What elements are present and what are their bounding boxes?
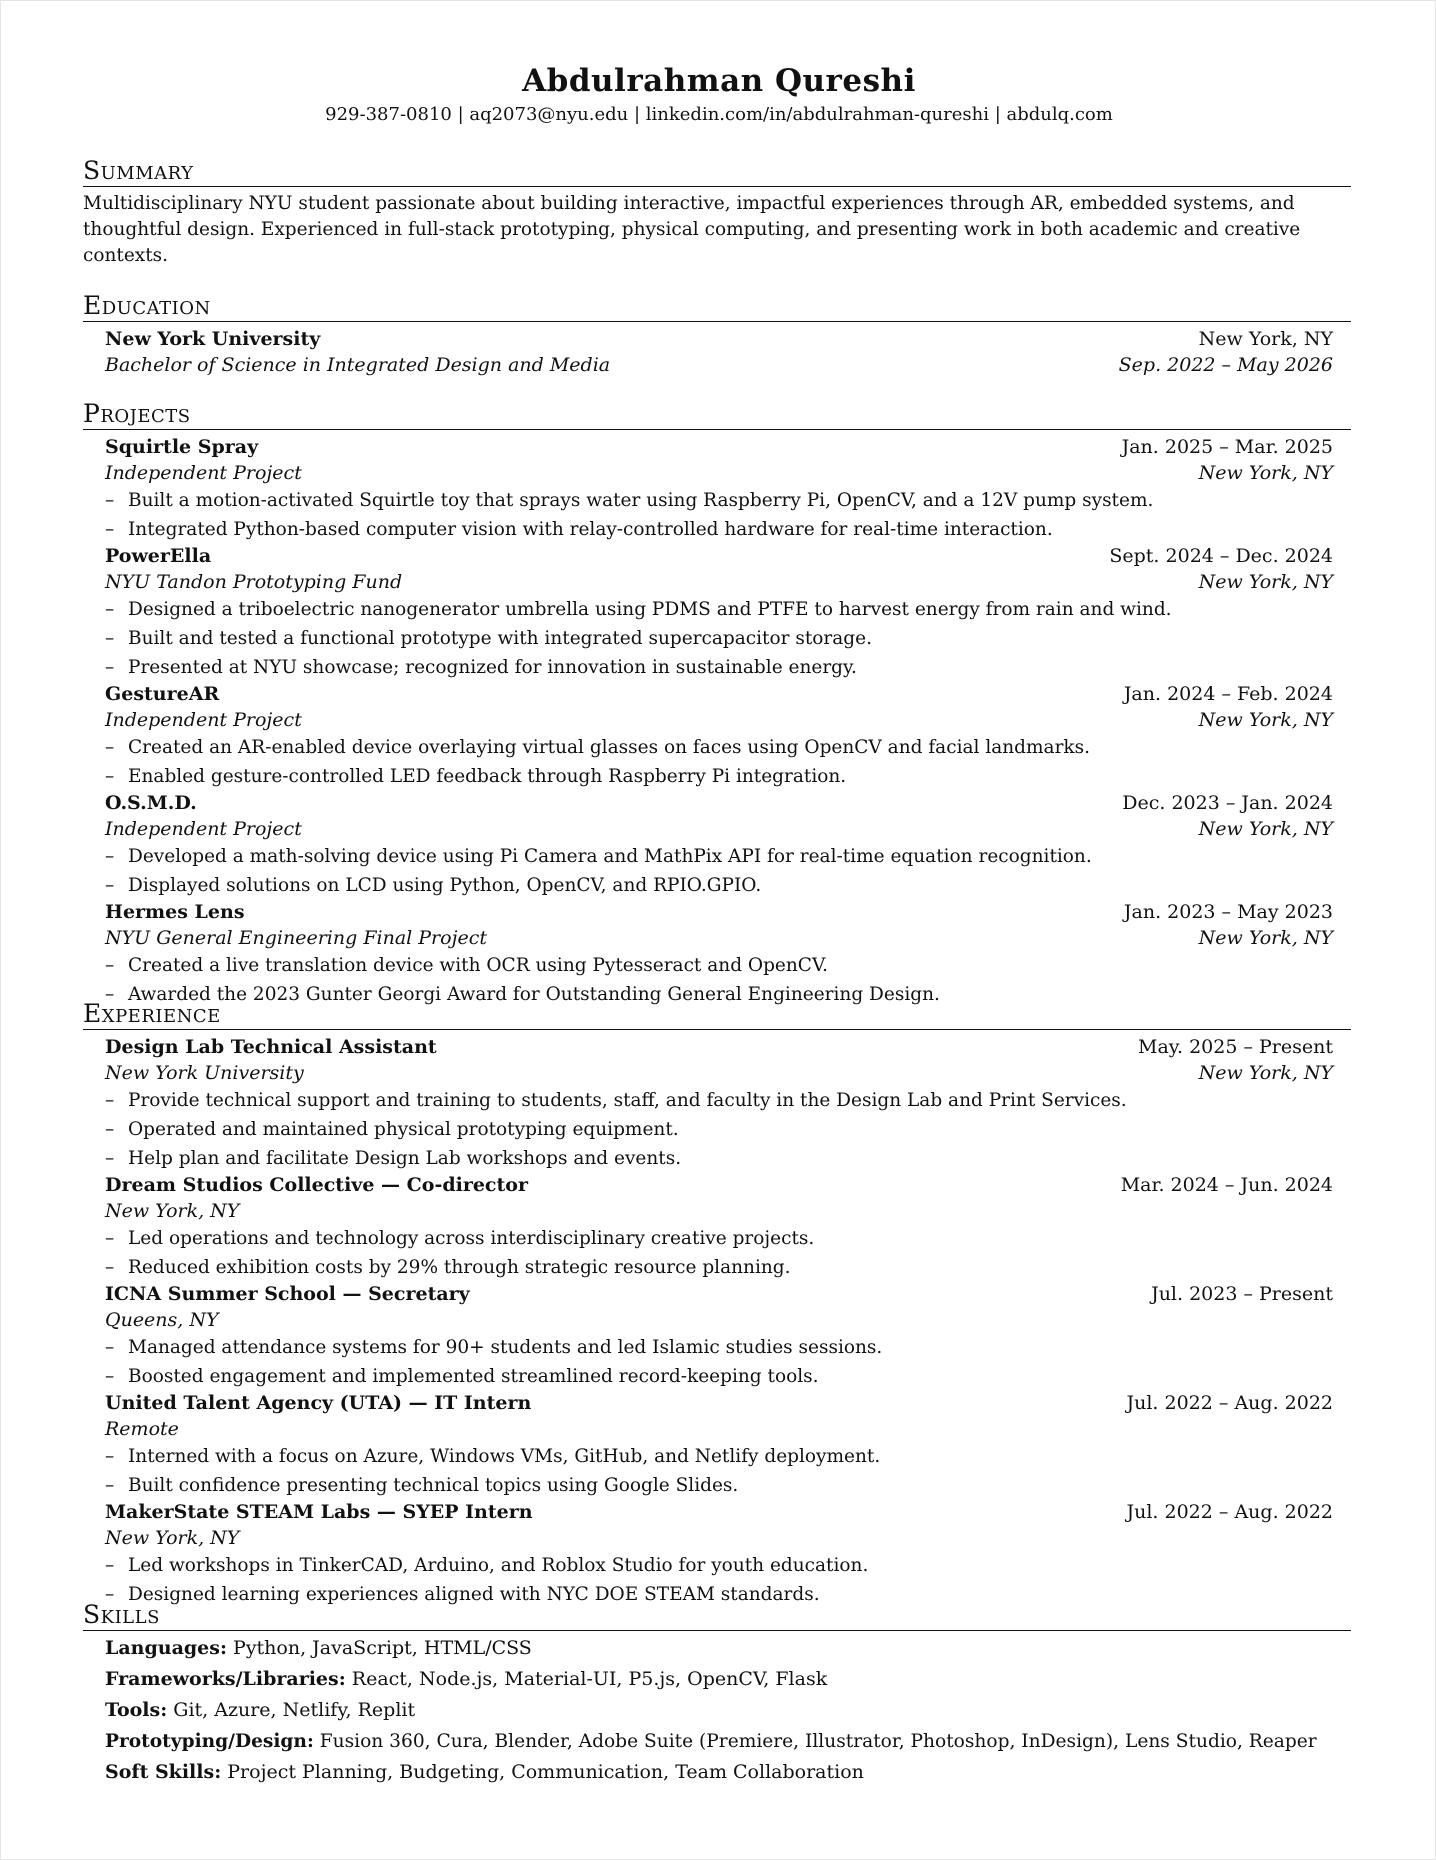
project-location: New York, NY — [1198, 461, 1333, 484]
project-location: New York, NY — [1198, 926, 1333, 949]
bullet-item: – Designed learning experiences aligned with NYC DOE STEAM standards. — [105, 1584, 820, 1605]
role-dates: May. 2025 – Present — [1138, 1036, 1333, 1058]
project-entry — [105, 900, 1333, 1009]
bullet-item: – Displayed solutions on LCD using Python, OpenCV, and RPIO.GPIO. — [105, 875, 762, 896]
degree: Bachelor of Science in Integrated Design and Media — [105, 353, 611, 376]
project-entry — [105, 435, 1333, 544]
school-name: New York University — [105, 328, 321, 350]
role-org: New York, NY — [105, 1199, 240, 1222]
experience-list — [83, 1030, 1351, 1609]
skill-row: Frameworks/Libraries: React, Node.js, Material-UI, P5.js, OpenCV, Flask — [105, 1668, 828, 1690]
bullet-item: – Designed a triboelectric nanogenerator umbrella using PDMS and PTFE to harvest energy from rain and wind. — [105, 599, 1172, 620]
bullet-item: – Enabled gesture-controlled LED feedback through Raspberry Pi integration. — [105, 766, 847, 787]
bullet-item: – Built confidence presenting technical topics using Google Slides. — [105, 1475, 739, 1496]
project-location: New York, NY — [1198, 570, 1333, 593]
bullet-item: – Built and tested a functional prototype with integrated supercapacitor storage. — [105, 628, 872, 649]
section-title-projects: Projects — [83, 399, 1351, 430]
project-org: Independent Project — [105, 708, 302, 731]
role-title: Dream Studios Collective — Co-director — [105, 1174, 528, 1196]
experience-entry — [105, 1035, 1333, 1173]
education-dates: Sep. 2022 – May 2026 — [1118, 353, 1333, 376]
role-org: New York, NY — [105, 1526, 240, 1549]
role-org: Queens, NY — [105, 1308, 219, 1331]
project-name: PowerElla — [105, 545, 212, 567]
bullet-item: – Help plan and facilitate Design Lab workshops and events. — [105, 1148, 682, 1169]
role-dates: Jul. 2023 – Present — [1151, 1283, 1333, 1305]
role-title: ICNA Summer School — Secretary — [105, 1283, 470, 1305]
project-org: NYU General Engineering Final Project — [105, 926, 487, 949]
role-dates: Jul. 2022 – Aug. 2022 — [1126, 1501, 1333, 1523]
bullet-item: – Boosted engagement and implemented streamlined record-keeping tools. — [105, 1366, 819, 1387]
project-entry — [105, 791, 1333, 900]
projects-list — [83, 430, 1351, 1009]
project-entry — [105, 544, 1333, 682]
bullet-item: – Built a motion-activated Squirtle toy that sprays water using Raspberry Pi, OpenCV, and a 12V pump system. — [105, 490, 1154, 511]
role-dates: Jul. 2022 – Aug. 2022 — [1126, 1392, 1333, 1414]
skill-row: Tools: Git, Azure, Netlify, Replit — [105, 1699, 416, 1721]
project-dates: Jan. 2025 – Mar. 2025 — [1121, 436, 1333, 458]
project-entry — [105, 682, 1333, 791]
skills-section — [83, 1600, 1351, 1788]
education-section — [83, 291, 1351, 378]
section-title-education: Education — [83, 291, 1351, 322]
project-name: Squirtle Spray — [105, 436, 259, 458]
section-title-skills: Skills — [83, 1600, 1351, 1631]
skill-row: Languages: Python, JavaScript, HTML/CSS — [105, 1637, 532, 1659]
bullet-item: – Developed a math-solving device using Pi Camera and MathPix API for real-time equation recognition. — [105, 846, 1092, 867]
skills-list — [83, 1631, 1351, 1788]
project-name: O.S.M.D. — [105, 792, 197, 814]
role-title: Design Lab Technical Assistant — [105, 1036, 437, 1058]
bullet-item: – Created an AR-enabled device overlaying virtual glasses on faces using OpenCV and facial landmarks. — [105, 737, 1091, 758]
role-org: New York University — [105, 1061, 304, 1084]
summary-line: thoughtful design. Experienced in full-stack prototyping, physical computing, and presenting work in both academic and creative — [83, 219, 1301, 240]
summary-line: contexts. — [83, 245, 169, 266]
skill-row: Prototyping/Design: Fusion 360, Cura, Blender, Adobe Suite (Premiere, Illustrator, Photoshop, InDesign), Lens Studio, Reaper — [105, 1731, 1317, 1752]
project-org: NYU Tandon Prototyping Fund — [105, 570, 403, 593]
bullet-item: – Interned with a focus on Azure, Windows VMs, GitHub, and Netlify deployment. — [105, 1446, 881, 1467]
section-title-experience: Experience — [83, 999, 1351, 1030]
project-location: New York, NY — [1198, 708, 1333, 731]
candidate-name: Abdulrahman Qureshi — [522, 63, 916, 99]
bullet-item: – Operated and maintained physical prototyping equipment. — [105, 1119, 679, 1140]
education-entry — [83, 322, 1351, 378]
summary-text — [83, 187, 1351, 269]
bullet-item: – Created a live translation device with OCR using Pytesseract and OpenCV. — [105, 955, 828, 976]
skill-row: Soft Skills: Project Planning, Budgeting, Communication, Team Collaboration — [105, 1761, 864, 1783]
summary-section — [83, 156, 1351, 269]
project-org: Independent Project — [105, 461, 302, 484]
experience-entry — [105, 1173, 1333, 1282]
section-title-summary: Summary — [83, 156, 1351, 187]
experience-entry — [105, 1391, 1333, 1500]
resume-header — [1, 61, 1436, 129]
projects-section — [83, 399, 1351, 1009]
bullet-item: – Managed attendance systems for 90+ students and led Islamic studies sessions. — [105, 1337, 883, 1358]
school-location: New York, NY — [1198, 328, 1333, 350]
contact-line: 929-387-0810 | aq2073@nyu.edu | linkedin.com/in/abdulrahman-qureshi | abdulq.com — [325, 104, 1113, 125]
project-dates: Sept. 2024 – Dec. 2024 — [1109, 545, 1333, 567]
bullet-item: – Led operations and technology across interdisciplinary creative projects. — [105, 1228, 815, 1249]
project-location: New York, NY — [1198, 817, 1333, 840]
bullet-item: – Integrated Python-based computer vision with relay-controlled hardware for real-time interaction. — [105, 519, 1053, 540]
role-title: MakerState STEAM Labs — SYEP Intern — [105, 1501, 533, 1523]
role-title: United Talent Agency (UTA) — IT Intern — [105, 1392, 532, 1414]
project-org: Independent Project — [105, 817, 302, 840]
project-dates: Dec. 2023 – Jan. 2024 — [1122, 792, 1333, 814]
experience-section — [83, 999, 1351, 1609]
bullet-item: – Provide technical support and training to students, staff, and faculty in the Design Lab and Print Services. — [105, 1090, 1127, 1111]
role-dates: Mar. 2024 – Jun. 2024 — [1120, 1174, 1333, 1196]
role-location: New York, NY — [1198, 1061, 1333, 1084]
experience-entry — [105, 1500, 1333, 1609]
project-name: Hermes Lens — [105, 901, 245, 923]
project-dates: Jan. 2023 – May 2023 — [1123, 901, 1333, 923]
role-org: Remote — [105, 1417, 179, 1440]
project-dates: Jan. 2024 – Feb. 2024 — [1123, 683, 1333, 705]
bullet-item: – Awarded the 2023 Gunter Georgi Award for Outstanding General Engineering Design. — [105, 984, 940, 1005]
summary-line: Multidisciplinary NYU student passionate about building interactive, impactful experiences through AR, embedded systems, and — [83, 193, 1295, 214]
bullet-item: – Reduced exhibition costs by 29% through strategic resource planning. — [105, 1257, 791, 1278]
bullet-item: – Led workshops in TinkerCAD, Arduino, and Roblox Studio for youth education. — [105, 1555, 869, 1576]
experience-entry — [105, 1282, 1333, 1391]
bullet-item: – Presented at NYU showcase; recognized for innovation in sustainable energy. — [105, 657, 857, 678]
project-name: GestureAR — [105, 683, 220, 705]
